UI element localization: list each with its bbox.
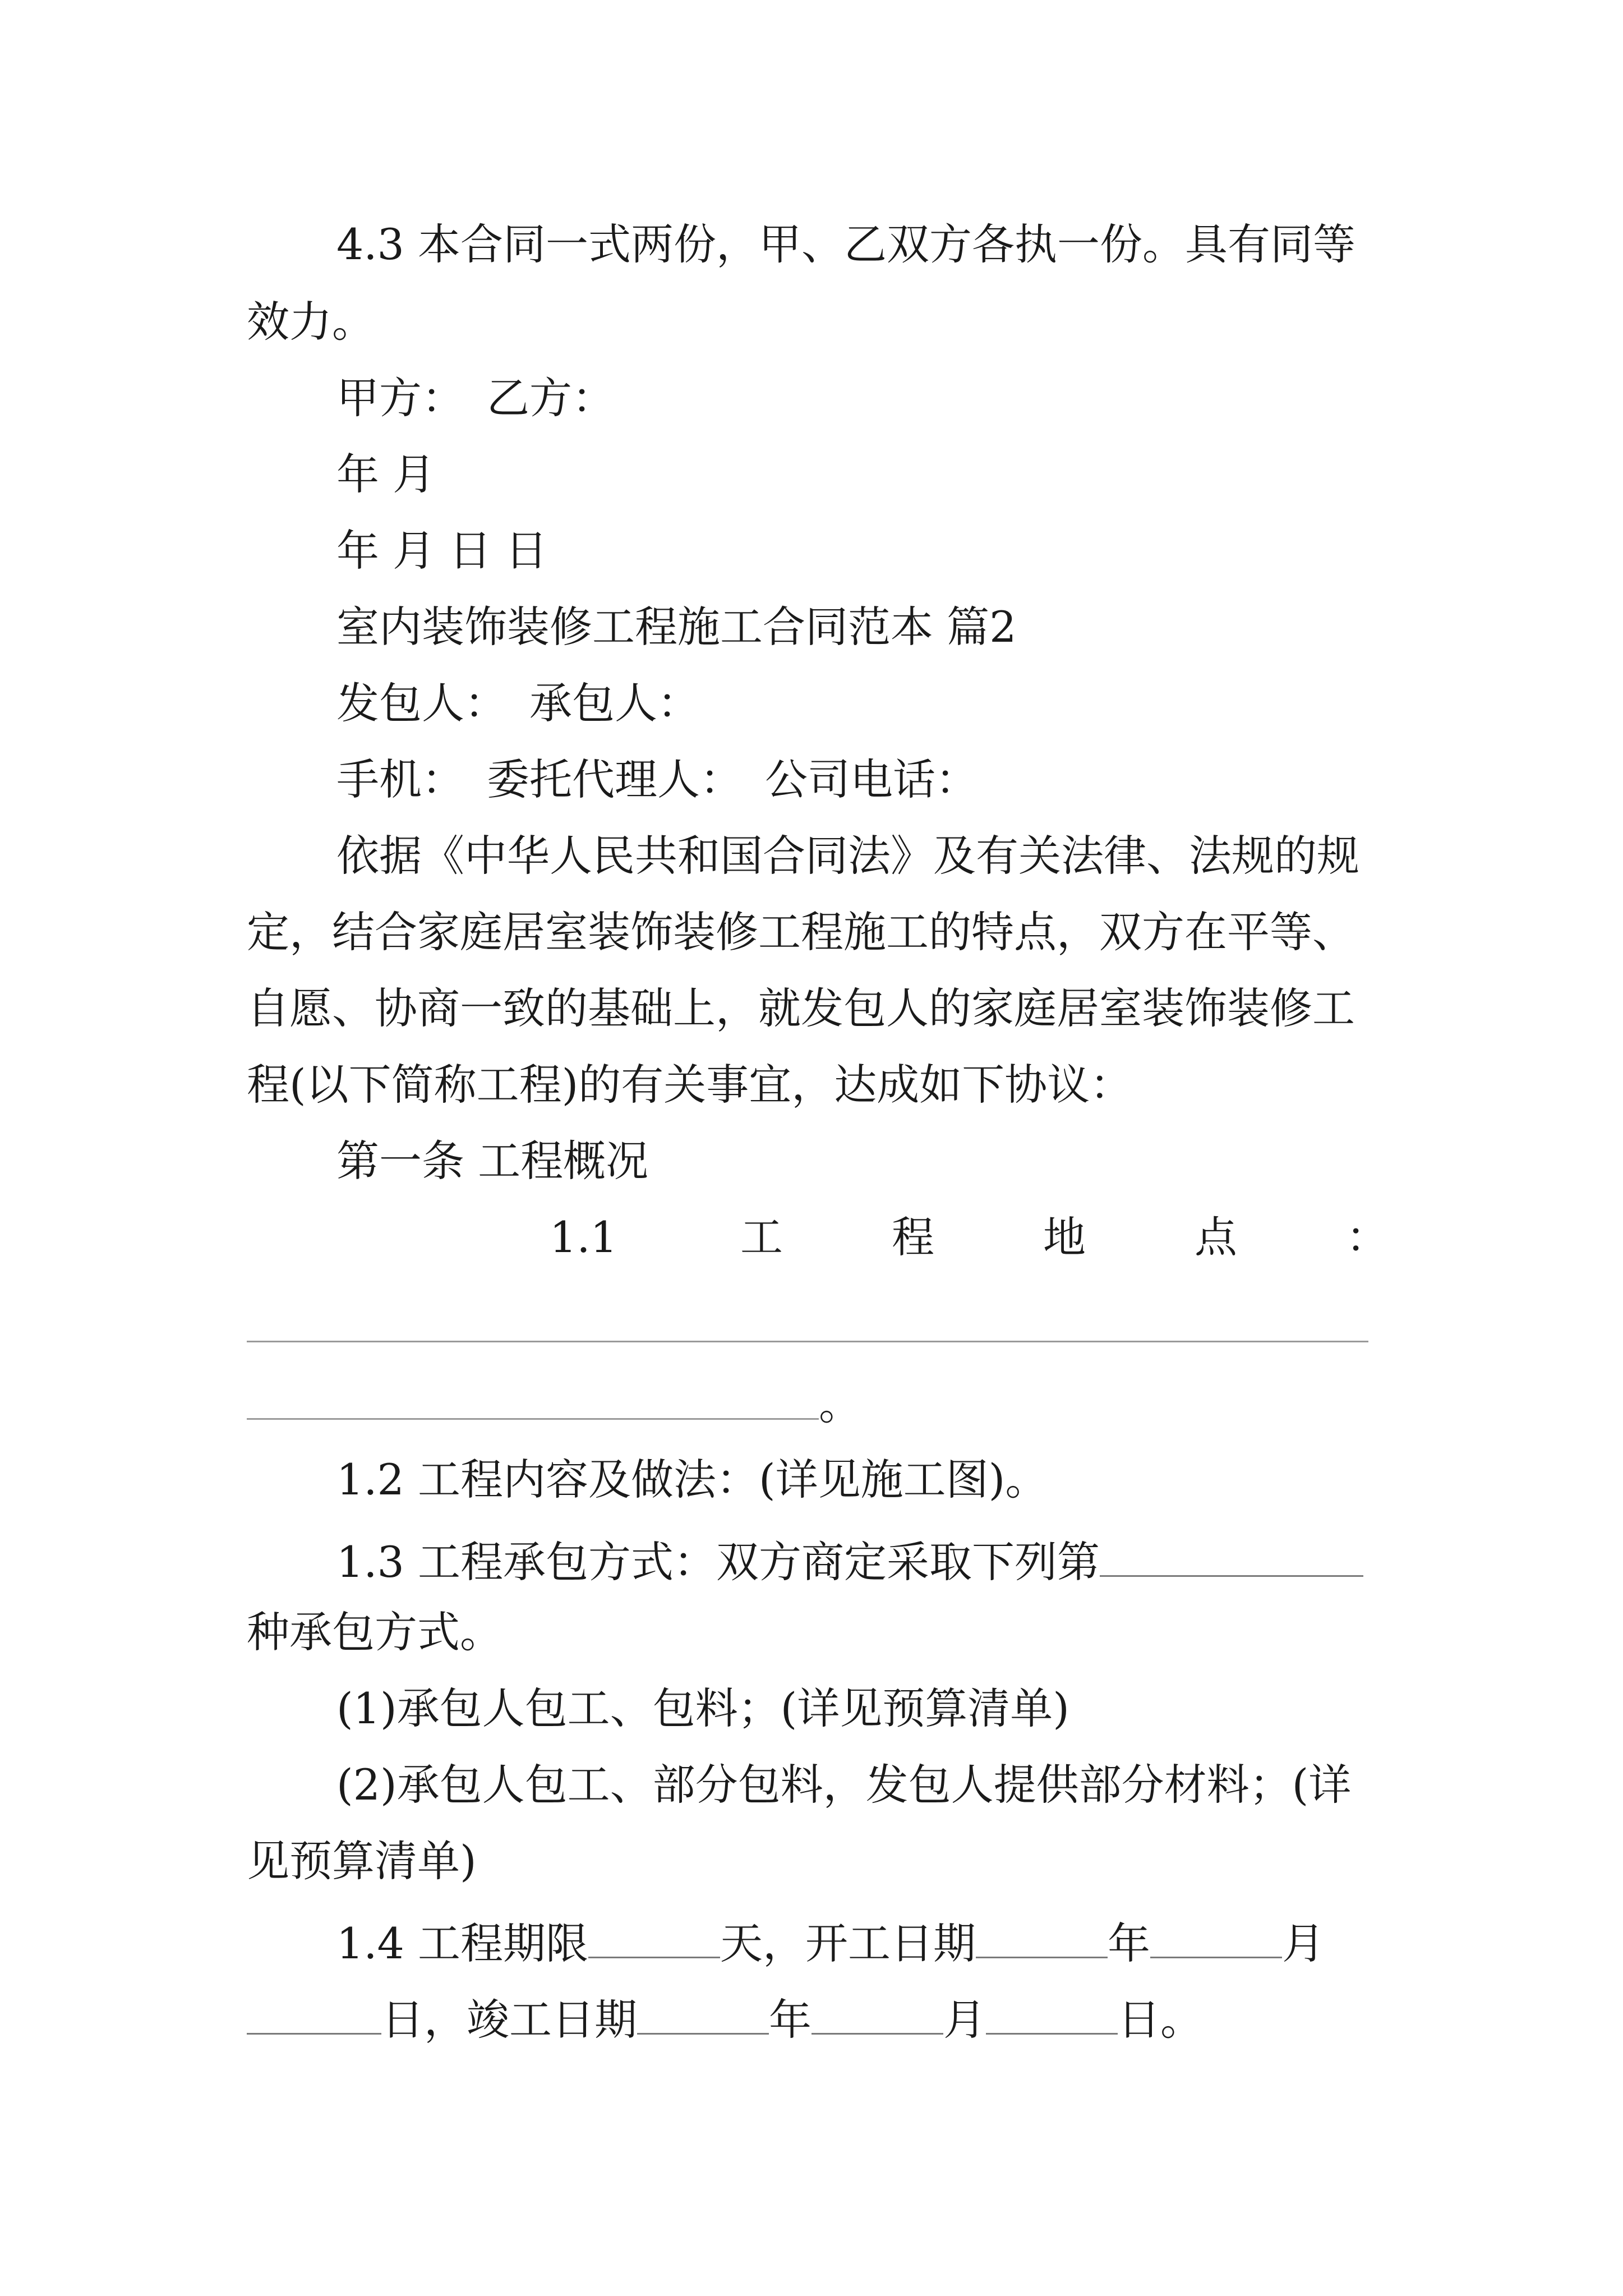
date-line-1: 年 月 bbox=[336, 449, 436, 499]
clause-1-4-year2: 年 bbox=[769, 1995, 811, 2045]
clause-4-3-line1: 4.3 本合同一式两份，甲、乙双方各执一份。具有同等 bbox=[336, 219, 1356, 269]
company-phone-label: 公司电话： bbox=[765, 754, 978, 804]
clause-1-4-day-finish: 日，竣工日期 bbox=[381, 1995, 637, 2045]
intro-line4: 程(以下简称工程)的有关事宜，达成如下协议： bbox=[247, 1060, 1133, 1110]
clause-1-4-line1 bbox=[336, 1916, 1325, 1968]
clause-1-4-line2 bbox=[247, 1993, 1203, 2045]
start-day-blank bbox=[247, 1993, 381, 2035]
clause-1-3-line1 bbox=[336, 1535, 1363, 1587]
employer-label: 发包人： bbox=[336, 678, 507, 728]
clause-1-4-month: 月 bbox=[1282, 1918, 1325, 1968]
clause-1-1-char-4: 点 bbox=[1195, 1212, 1237, 1262]
address-blank-line-1 bbox=[247, 1341, 1368, 1342]
clause-1-4-days: 天，开工日期 bbox=[720, 1918, 976, 1968]
contractor-label: 承包人： bbox=[529, 678, 700, 728]
article-1-title: 第一条 工程概况 bbox=[336, 1136, 649, 1186]
clause-1-4-year: 年 bbox=[1108, 1918, 1151, 1968]
contact-line bbox=[336, 754, 978, 804]
agent-label: 委托代理人： bbox=[487, 754, 743, 804]
clause-1-1-number: 1.1 bbox=[550, 1212, 617, 1262]
clause-1-2: 1.2 工程内容及做法：(详见施工图)。 bbox=[336, 1455, 1048, 1504]
clause-1-4-prefix: 1.4 工程期限 bbox=[336, 1918, 589, 1968]
option-1: (1)承包人包工、包料；(详见预算清单) bbox=[336, 1683, 1069, 1733]
clause-1-3-text: 1.3 工程承包方式：双方商定采取下列第 bbox=[336, 1537, 1100, 1587]
clause-1-1-char-3: 地 bbox=[1043, 1212, 1086, 1262]
start-month-blank bbox=[1150, 1916, 1282, 1958]
intro-line1: 依据《中华人民共和国合同法》及有关法律、法规的规 bbox=[336, 831, 1359, 881]
contract-mode-blank bbox=[1100, 1535, 1363, 1577]
finish-day-blank bbox=[986, 1993, 1118, 2035]
finish-year-blank bbox=[637, 1993, 769, 2035]
finish-month-blank bbox=[811, 1993, 943, 2035]
party-b-label: 乙方： bbox=[487, 373, 615, 423]
clause-1-4-day2: 日。 bbox=[1118, 1995, 1203, 2045]
intro-line2: 定，结合家庭居室装饰装修工程施工的特点，双方在平等、 bbox=[247, 907, 1355, 957]
clause-1-3-line2: 种承包方式。 bbox=[247, 1607, 502, 1657]
address-period: 。 bbox=[819, 1379, 861, 1429]
days-blank bbox=[588, 1916, 720, 1958]
employer-contractor-line bbox=[336, 678, 700, 728]
option-2-line1: (2)承包人包工、部分包料，发包人提供部分材料；(详 bbox=[336, 1760, 1352, 1810]
clause-4-3-line2: 效力。 bbox=[247, 297, 375, 347]
option-2-line2: 见预算清单) bbox=[247, 1836, 477, 1886]
clause-1-1-char-2: 程 bbox=[892, 1212, 934, 1262]
clause-1-1-colon: ： bbox=[1346, 1212, 1389, 1262]
clause-1-4-month2: 月 bbox=[943, 1995, 986, 2045]
mobile-label: 手机： bbox=[336, 754, 464, 804]
party-signature-line bbox=[336, 373, 615, 423]
section-title: 室内装饰装修工程施工合同范本 篇2 bbox=[336, 602, 1017, 652]
party-a-label: 甲方： bbox=[336, 373, 464, 423]
clause-1-1-char-1: 工 bbox=[740, 1212, 783, 1262]
date-line-2: 年 月 日 日 bbox=[336, 526, 548, 576]
address-blank-line-2 bbox=[247, 1418, 819, 1420]
start-year-blank bbox=[976, 1916, 1108, 1958]
intro-line3: 自愿、协商一致的基础上，就发包人的家庭居室装饰装修工 bbox=[247, 983, 1355, 1033]
